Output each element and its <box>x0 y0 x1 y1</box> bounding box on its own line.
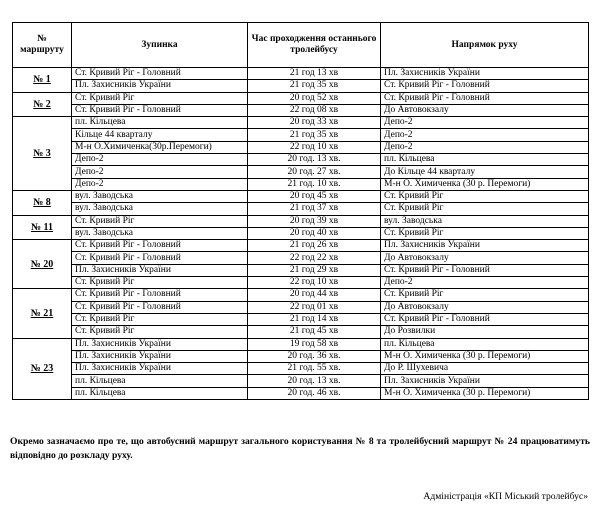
time-cell: 21 год 37 хв <box>248 203 381 215</box>
table-row <box>13 350 589 362</box>
direction-cell: До Автовокзалу <box>381 104 589 116</box>
table-row <box>13 252 589 264</box>
direction-cell: Ст. Кривий Ріг <box>381 190 589 202</box>
stop-cell: Ст. Кривий Ріг <box>72 326 248 338</box>
direction-cell: Пл. Захисників України <box>381 240 589 252</box>
table-row <box>13 129 589 141</box>
time-cell: 20 год 33 хв <box>248 117 381 129</box>
schedule-table <box>12 22 589 400</box>
route-number: № 20 <box>13 240 72 289</box>
time-cell: 20 год. 13 хв. <box>248 154 381 166</box>
time-cell: 21 год 14 хв <box>248 313 381 325</box>
stop-cell: Ст. Кривий Ріг - Головний <box>72 252 248 264</box>
route-number: № 23 <box>13 338 72 399</box>
table-row <box>13 215 589 227</box>
time-cell: 20 год 45 хв <box>248 190 381 202</box>
time-cell: 22 год 10 хв <box>248 277 381 289</box>
stop-cell: Пл. Захисників України <box>72 338 248 350</box>
stop-cell: пл. Кільцева <box>72 375 248 387</box>
stop-cell: Кільце 44 кварталу <box>72 129 248 141</box>
stop-cell: вул. Заводська <box>72 190 248 202</box>
direction-cell: Депо-2 <box>381 129 589 141</box>
direction-cell: Ст. Кривий Ріг <box>381 289 589 301</box>
stop-cell: Ст. Кривий Ріг <box>72 92 248 104</box>
time-cell: 21 год. 55 хв. <box>248 363 381 375</box>
route-number: № 21 <box>13 289 72 338</box>
stop-cell: М-н О.Химиченка(30р.Перемоги) <box>72 141 248 153</box>
stop-cell: пл. Кільцева <box>72 387 248 399</box>
table-row <box>13 264 589 276</box>
table-row <box>13 117 589 129</box>
direction-cell: Ст. Кривий Ріг - Головний <box>381 80 589 92</box>
direction-cell: Ст. Кривий Ріг - Головний <box>381 92 589 104</box>
time-cell: 20 год. 46 хв. <box>248 387 381 399</box>
time-cell: 21 год. 10 хв. <box>248 178 381 190</box>
table-row <box>13 326 589 338</box>
table-row <box>13 141 589 153</box>
direction-cell: До Р. Шухевича <box>381 363 589 375</box>
direction-cell: Ст. Кривий Ріг <box>381 227 589 239</box>
table-row <box>13 313 589 325</box>
stop-cell: Ст. Кривий Ріг - Головний <box>72 104 248 116</box>
time-cell: 20 год 40 хв <box>248 227 381 239</box>
table-row <box>13 80 589 92</box>
direction-cell: М-н О. Химиченка (30 р. Перемоги) <box>381 387 589 399</box>
table-row <box>13 178 589 190</box>
direction-cell: Ст. Кривий Ріг - Головний <box>381 313 589 325</box>
time-cell: 20 год. 36 хв. <box>248 350 381 362</box>
table-row <box>13 338 589 350</box>
time-cell: 21 год 35 хв <box>248 129 381 141</box>
stop-cell: Ст. Кривий Ріг <box>72 313 248 325</box>
route-number: № 3 <box>13 117 72 191</box>
direction-cell: Депо-2 <box>381 141 589 153</box>
stop-cell: Ст. Кривий Ріг - Головний <box>72 240 248 252</box>
stop-cell: Ст. Кривий Ріг - Головний <box>72 68 248 80</box>
signature: Адміністрація «КП Міський тролейбус» <box>423 491 588 502</box>
table-row <box>13 92 589 104</box>
table-header-row <box>13 23 589 68</box>
direction-cell: пл. Кільцева <box>381 154 589 166</box>
route-number: № 2 <box>13 92 72 117</box>
stop-cell: Ст. Кривий Ріг - Головний <box>72 301 248 313</box>
time-cell: 22 год 08 хв <box>248 104 381 116</box>
table-row <box>13 240 589 252</box>
stop-cell: Депо-2 <box>72 178 248 190</box>
table-row <box>13 154 589 166</box>
table-row <box>13 104 589 116</box>
time-cell: 20 год 39 хв <box>248 215 381 227</box>
stop-cell: Пл. Захисників України <box>72 80 248 92</box>
time-cell: 22 год 01 хв <box>248 301 381 313</box>
direction-cell: вул. Заводська <box>381 215 589 227</box>
table-row <box>13 203 589 215</box>
table-row <box>13 363 589 375</box>
direction-cell: До Автовокзалу <box>381 301 589 313</box>
stop-cell: Пл. Захисників України <box>72 350 248 362</box>
stop-cell: пл. Кільцева <box>72 117 248 129</box>
direction-cell: До Розвилки <box>381 326 589 338</box>
stop-cell: Депо-2 <box>72 166 248 178</box>
direction-cell: М-н О. Химиченка (30 р. Перемоги) <box>381 350 589 362</box>
stop-cell: Пл. Захисників України <box>72 264 248 276</box>
header-stop: Зупинка <box>72 23 248 68</box>
stop-cell: Ст. Кривий Ріг - Головний <box>72 289 248 301</box>
direction-cell: Ст. Кривий Ріг - Головний <box>381 264 589 276</box>
table-row <box>13 375 589 387</box>
stop-cell: Пл. Захисників України <box>72 363 248 375</box>
route-number: № 11 <box>13 215 72 240</box>
time-cell: 20 год. 27 хв. <box>248 166 381 178</box>
time-cell: 21 год 13 хв <box>248 68 381 80</box>
time-cell: 22 год 22 хв <box>248 252 381 264</box>
header-time: Час проходження останнього тролейбусу <box>248 23 381 68</box>
table-row <box>13 190 589 202</box>
header-route: № маршруту <box>13 23 72 68</box>
direction-cell: До Кільце 44 кварталу <box>381 166 589 178</box>
direction-cell: До Автовокзалу <box>381 252 589 264</box>
table-row <box>13 227 589 239</box>
header-direction: Напрямок руху <box>381 23 589 68</box>
time-cell: 21 год 26 хв <box>248 240 381 252</box>
table-row <box>13 289 589 301</box>
time-cell: 21 год 29 хв <box>248 264 381 276</box>
time-cell: 20 год 52 хв <box>248 92 381 104</box>
table-row <box>13 166 589 178</box>
direction-cell: Ст. Кривий Ріг <box>381 203 589 215</box>
schedule-body <box>13 68 589 400</box>
route-number: № 1 <box>13 68 72 93</box>
time-cell: 21 год 45 хв <box>248 326 381 338</box>
table-row <box>13 387 589 399</box>
stop-cell: Ст. Кривий Ріг <box>72 215 248 227</box>
direction-cell: пл. Кільцева <box>381 338 589 350</box>
table-row <box>13 301 589 313</box>
table-row <box>13 277 589 289</box>
direction-cell: Депо-2 <box>381 117 589 129</box>
direction-cell: Депо-2 <box>381 277 589 289</box>
time-cell: 20 год 44 хв <box>248 289 381 301</box>
table-row <box>13 68 589 80</box>
direction-cell: Пл. Захисників України <box>381 375 589 387</box>
time-cell: 21 год 35 хв <box>248 80 381 92</box>
note-paragraph: Окремо зазначаємо про те, що автобусний маршрут загального користування № 8 та тролейбусний маршрут № 24 працюватимуть відповідно до розкладу руху. <box>10 436 590 461</box>
time-cell: 20 год. 13 хв. <box>248 375 381 387</box>
direction-cell: М-н О. Химиченка (30 р. Перемоги) <box>381 178 589 190</box>
direction-cell: Пл. Захисників України <box>381 68 589 80</box>
stop-cell: Депо-2 <box>72 154 248 166</box>
route-number: № 8 <box>13 190 72 215</box>
stop-cell: вул. Заводська <box>72 203 248 215</box>
stop-cell: Ст. Кривий Ріг <box>72 277 248 289</box>
time-cell: 19 год 58 хв <box>248 338 381 350</box>
time-cell: 22 год 10 хв <box>248 141 381 153</box>
stop-cell: вул. Заводська <box>72 227 248 239</box>
